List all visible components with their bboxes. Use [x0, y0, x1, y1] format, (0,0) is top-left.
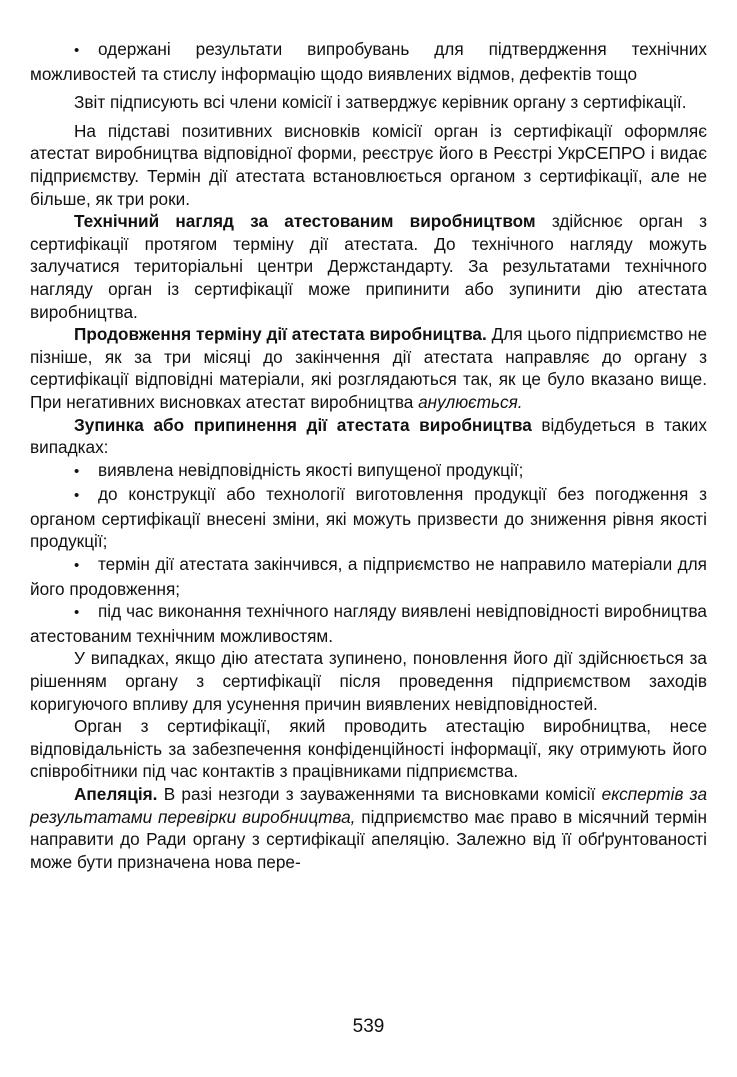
paragraph-heading: Технічний нагляд за атестованим виробництвом [74, 211, 536, 232]
bullet-icon: • [74, 487, 80, 505]
paragraph-text: Звіт підписують всі члени комісії і затверджує керівник органу з сертифікації. [74, 92, 687, 113]
bullet-icon: • [74, 462, 80, 480]
paragraph-text: У випадках, якщо дію атестата зупинено, поновлення його дії здійснюється за рішенням органу з сертифікації після проведення підприємством заходів коригуючого впливу для усунення причин виявлених невідповідностей. [30, 648, 707, 714]
paragraph-heading: Продовження терміну дії атестата виробництва. [74, 324, 487, 345]
paragraph-text: підприємство має право в місячний термін направити до Ради органу з сертифікації апеляцію. Залежно від її обґрунтованості може бути призначена нова пере- [30, 806, 707, 872]
paragraph [30, 783, 707, 873]
paragraph [30, 647, 707, 715]
bullet-item [30, 38, 707, 85]
paragraph-text: Для цього підприємство не пізніше, як за три місяці до закінчення дії атестата направляє до органу з сертифікації відповідні матеріали, які розглядаються так, як це було вказано вище. При негативних висновках атестат виробництва [30, 324, 708, 412]
paragraph-text: На підставі позитивних висновків комісії орган із сертифікації оформляє атестат виробництва відповідної форми, реєструє його в Реєстрі УкрСЕПРО і видає підприємству. Термін дії атестата встановлюється органом з сертифікації, але не більше, як три роки. [30, 120, 707, 209]
paragraph-text: до конструкції або технології виготовлення продукції без погодження з органом сертифікації внесені зміни, які можуть призвести до зниження рівня якості продукції; [30, 484, 707, 552]
paragraph [30, 120, 707, 210]
paragraph-text: В разі незгоди з зауваженнями та висновками комісії [157, 784, 602, 804]
paragraph-text: Орган з сертифікації, який проводить атестацію виробництва, несе відповідальність за забезпечення конфіденційності інформації, яку отримують його співробітники під час контактів з працівниками підприємства. [30, 716, 707, 782]
paragraph-text: одержані результати випробувань для підтвердження технічних можливостей та стислу інформацію щодо виявлених відмов, дефектів тощо [30, 39, 707, 84]
bullet-icon: • [74, 42, 80, 59]
paragraph-text: здійснює орган з сертифікації протягом терміну дії атестата. До технічного нагляду можуть залучатися територіальні центри Держстандарту. За результатами технічного нагляду орган із сертифікації може припинити або зупинити дію атестата виробництва. [30, 211, 707, 322]
paragraph-italic-text: експертів за результатами перевірки виробництва, [30, 784, 708, 827]
paragraph-text: термін дії атестата закінчився, а підприємство не направило матеріали для його продовження; [30, 554, 707, 599]
paragraph [30, 91, 707, 114]
paragraph-heading: Зупинка або припинення дії атестата виробництва [74, 414, 532, 435]
paragraph [30, 414, 707, 459]
paragraph [30, 715, 707, 783]
bullet-item [30, 459, 707, 484]
bullet-icon: • [74, 557, 80, 575]
paragraph [30, 323, 707, 413]
bullet-item [30, 483, 707, 553]
paragraph-heading: Апеляція. [74, 784, 158, 804]
bullet-item [30, 553, 707, 600]
page-number: 539 [352, 1016, 385, 1037]
paragraph [30, 210, 707, 323]
paragraph-italic-text: анулюється. [418, 391, 523, 412]
paragraph-text: відбудеться в таких випадках: [30, 414, 707, 458]
paragraph-text: під час виконання технічного нагляду виявлені невідповідності виробництва атестованим технічним можливостям. [30, 601, 707, 646]
paragraph-text: виявлена невідповідність якості випущеної продукції; [98, 459, 524, 480]
bullet-item [30, 600, 707, 647]
bullet-icon: • [74, 604, 80, 622]
